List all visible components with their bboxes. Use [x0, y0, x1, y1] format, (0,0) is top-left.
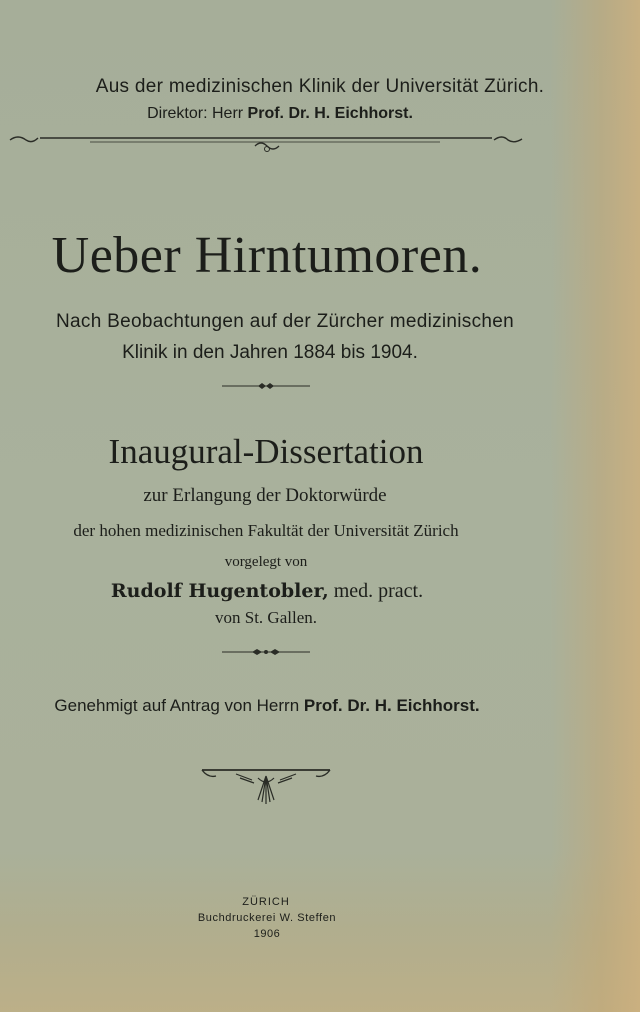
- main-title: Ueber Hirntumoren.: [51, 227, 483, 284]
- subtitle-line-1: Nach Beobachtungen auf der Zürcher medizinischen: [56, 311, 514, 332]
- imprint-year: 1906: [253, 928, 281, 940]
- institution-line: Aus der medizinischen Klinik der Universität Zürich.: [95, 76, 545, 97]
- dissertation-line-1: zur Erlangung der Doktorwürde: [143, 485, 387, 506]
- subtitle-line-2: Klinik in den Jahren 1884 bis 1904.: [122, 342, 418, 363]
- dissertation-line-3: vorgelegt von: [224, 554, 308, 570]
- dissertation-line-2: der hohen medizinischen Fakultät der Universität Zürich: [73, 521, 459, 540]
- approval-line: [0, 696, 587, 716]
- approval-name: Prof. Dr. H. Eichhorst.: [303, 696, 480, 715]
- imprint-city: ZÜRICH: [242, 896, 290, 908]
- author-name: Rudolf Hugentobler,: [110, 580, 329, 602]
- author-title: med. pract.: [328, 580, 424, 602]
- divider-ornament-1: [220, 380, 312, 392]
- header-rule-ornament: [0, 128, 640, 158]
- divider-ornament-2: [220, 646, 312, 658]
- fleuron-ornament: [198, 764, 334, 806]
- approval-text: Genehmigt auf Antrag von Herrn: [54, 696, 304, 715]
- dissertation-heading: Inaugural-Dissertation: [108, 432, 424, 471]
- author-line: [0, 580, 587, 603]
- author-origin: von St. Gallen.: [215, 608, 317, 627]
- director-name: Prof. Dr. H. Eichhorst.: [247, 105, 413, 122]
- director-line: [0, 105, 600, 123]
- director-label: Direktor: Herr: [147, 105, 248, 122]
- imprint-printer: Buchdruckerei W. Steffen: [197, 912, 337, 924]
